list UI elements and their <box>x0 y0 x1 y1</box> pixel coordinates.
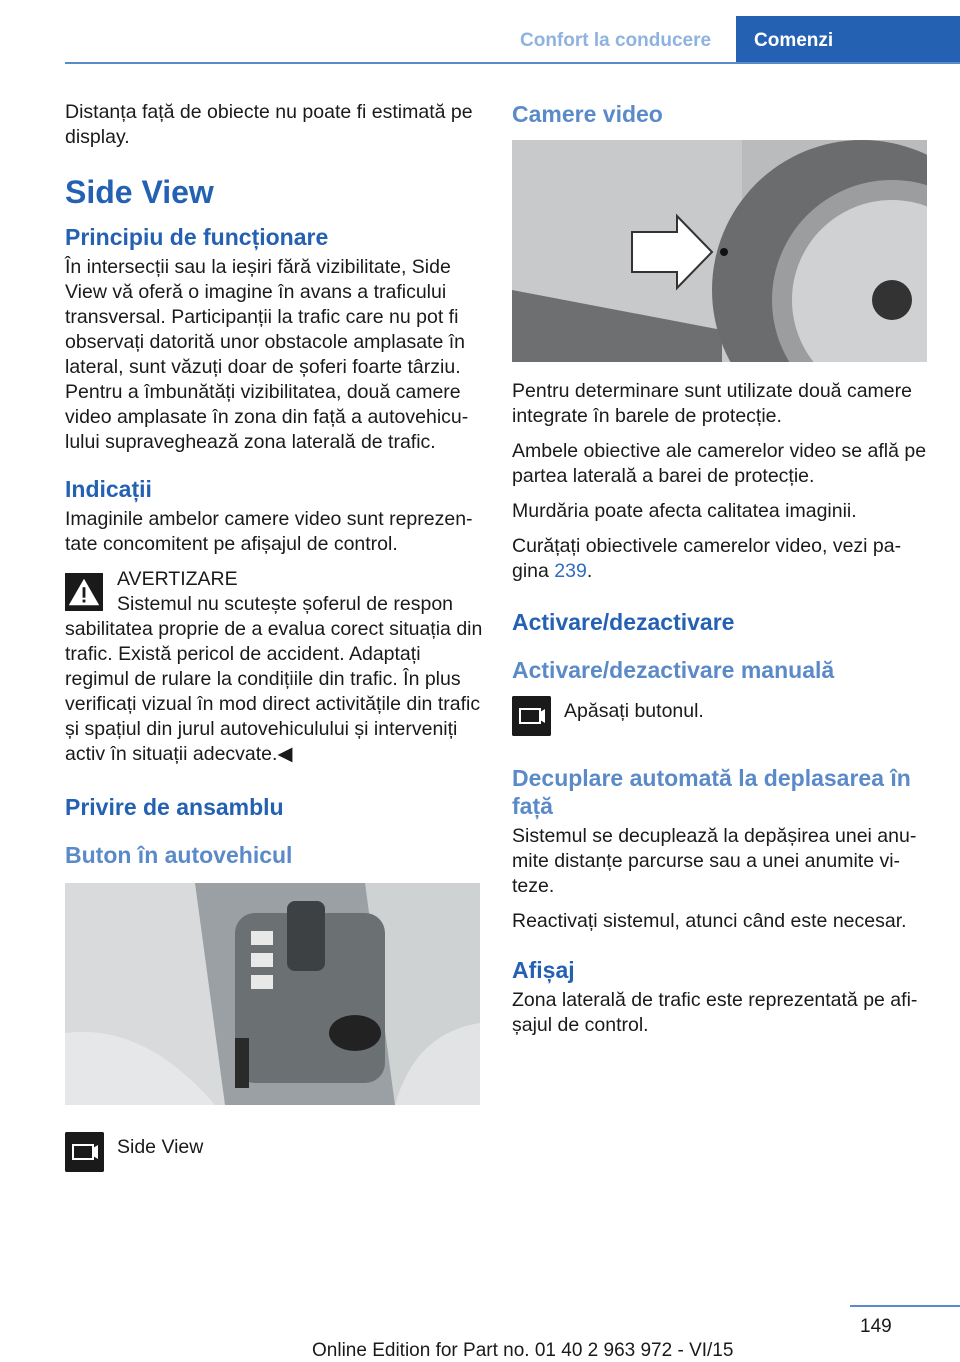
intro-text: Distanța față de obiecte nu poate fi estimată pe display. <box>65 101 473 148</box>
header-active-tab[interactable]: Comenzi <box>736 16 960 63</box>
page-link-239[interactable]: 239 <box>554 560 587 582</box>
bumper-camera-photo <box>512 140 927 362</box>
cameras-text-4-pre: Curățați obiectivele camerelor video, vezi pagina <box>512 535 902 582</box>
edition-text: Online Edition for Part no. 01 40 2 963 972 - VI/15 <box>312 1340 734 1361</box>
display-text: Zona laterală de trafic este reprezentată pe afișajul de control. <box>512 989 918 1036</box>
header-divider <box>65 62 960 64</box>
footer-divider <box>850 1305 960 1307</box>
warning-triangle-icon <box>65 573 103 611</box>
button-heading: Buton în autovehicul <box>65 842 293 868</box>
side-view-button-icon[interactable] <box>65 1132 104 1172</box>
warning-text: sabilitatea proprie de a evalua corect situația din trafic. Există pericol de accident. Adaptați regimul de rulare la condițiile din trafic. În plus verificați vizual în mod direct activitățile din trafic și spațiul din jurul autovehiculului și interveniți activ în situații adecvate.◀ <box>65 618 483 765</box>
page-title: Side View <box>65 174 214 210</box>
cameras-text-4 <box>512 534 927 584</box>
auto-off-heading: Decuplare automată la deplasarea în față <box>512 765 911 819</box>
warning-block <box>65 567 485 767</box>
overview-heading: Privire de ansamblu <box>65 794 284 820</box>
display-heading: Afișaj <box>512 957 575 983</box>
principle-heading: Principiu de funcționare <box>65 224 329 250</box>
auto-off-text-2: Reactivați sistemul, atunci când este necesar. <box>512 910 907 932</box>
cameras-text-3: Murdăria poate afecta calitatea imaginii. <box>512 500 857 522</box>
warning-label: AVERTIZARE <box>117 568 238 590</box>
left-column <box>65 100 485 1176</box>
auto-off-text-1: Sistemul se decuplează la depășirea unei anumite distanțe parcurse sau a unei anumite viteze. <box>512 825 917 897</box>
cameras-text-2: Ambele obiective ale camerelor video se află pe partea laterală a barei de protecție. <box>512 440 927 487</box>
activation-heading: Activare/dezactivare <box>512 609 735 635</box>
right-column <box>512 100 927 1048</box>
side-view-button-icon[interactable] <box>512 696 551 736</box>
manual-button-row <box>512 696 927 740</box>
principle-text: În intersecții sau la ieșiri fără vizibilitate, Side View vă oferă o imagine în avans a traficului transversal. Participanții la trafic care nu pot fi observați datorită unor obstacole amplasate în lateral, sunt văzuți doar de șoferi foarte târziu. Pentru a îmbunătăți vizibilitatea, două camere video amplasate în zona din față a autovehiculului supraveghează zona laterală de trafic. <box>65 256 469 453</box>
cameras-text-1: Pentru determinare sunt utilizate două camere integrate în barele de protecție. <box>512 380 912 427</box>
side-view-button-label: Side View <box>117 1136 204 1158</box>
header-section-tab[interactable]: Confort la conducere <box>520 30 712 51</box>
warning-line1: Sistemul nu scutește șoferul de respon <box>117 593 454 615</box>
hints-text: Imaginile ambelor camere video sunt reprezentate concomitent pe afișajul de control. <box>65 508 473 555</box>
manual-button-label: Apăsați butonul. <box>564 700 704 722</box>
hints-heading: Indicații <box>65 476 152 502</box>
manual-heading: Activare/dezactivare manuală <box>512 657 835 683</box>
side-view-button-row <box>65 1132 485 1176</box>
cameras-heading: Camere video <box>512 101 663 127</box>
page-number: 149 <box>860 1316 892 1337</box>
cameras-text-4-post: . <box>586 560 593 582</box>
console-photo <box>65 883 480 1105</box>
